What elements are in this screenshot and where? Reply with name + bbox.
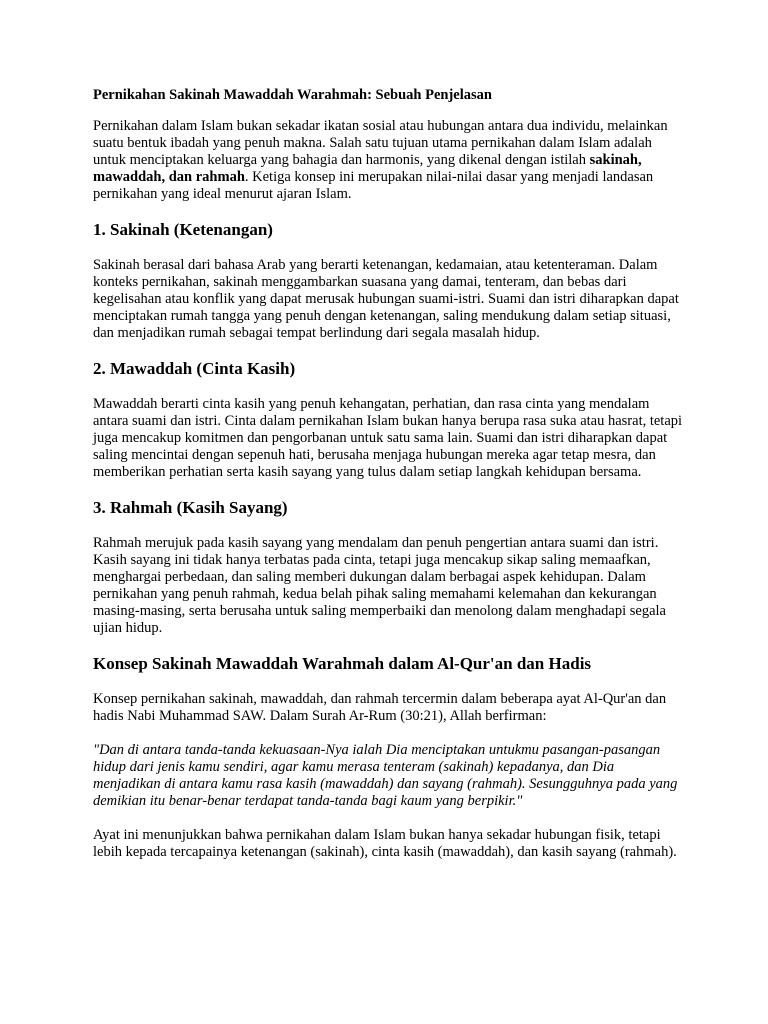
- section-heading-mawaddah: 2. Mawaddah (Cinta Kasih): [93, 359, 296, 378]
- intro-text-after: . Ketiga konsep ini merupakan nilai-nilai dasar yang menjadi landasan pernikahan yang ideal menurut ajaran Islam.: [93, 169, 654, 202]
- intro-paragraph: [93, 118, 683, 203]
- intro-bold-terms: sakinah, mawaddah, dan rahmah: [93, 152, 642, 185]
- section-body-mawaddah: Mawaddah berarti cinta kasih yang penuh kehangatan, perhatian, dan rasa cinta yang mendalam antara suami dan istri. Cinta dalam pernikahan Islam bukan hanya berupa rasa suka atau hasrat, tetapi juga mencakup komitmen dan pengorbanan untuk satu sama lain. Suami dan istri diharapkan dapat saling mencintai dengan sepenuh hati, berusaha menjaga hubungan mereka agar tetap mesra, dan memberikan perhatian serta kasih sayang yang tulus dalam setiap langkah kehidupan bersama.: [93, 396, 683, 480]
- conclusion-paragraph: Ayat ini menunjukkan bahwa pernikahan dalam Islam bukan hanya sekadar hubungan fisik, tetapi lebih kepada tercapainya ketenangan (sakinah), cinta kasih (mawaddah), dan kasih sayang (rahmah).: [93, 827, 677, 860]
- quran-quote: "Dan di antara tanda-tanda kekuasaan-Nya ialah Dia menciptakan untukmu pasangan-pasangan hidup dari jenis kamu sendiri, agar kamu merasa tenteram (sakinah) kepadanya, dan Dia menjadikan di antara kamu rasa kasih (mawaddah) dan sayang (rahmah). Sesungguhnya pada yang demikian itu benar-benar terdapat tanda-tanda bagi kaum yang berpikir.": [93, 742, 678, 809]
- section-heading-quran-hadis: Konsep Sakinah Mawaddah Warahmah dalam Al-Qur'an dan Hadis: [93, 654, 592, 673]
- document-page: [93, 86, 683, 878]
- section-heading-sakinah: 1. Sakinah (Ketenangan): [93, 220, 273, 239]
- intro-text-before: Pernikahan dalam Islam bukan sekadar ikatan sosial atau hubungan antara dua individu, melainkan suatu bentuk ibadah yang penuh makna. Salah satu tujuan utama pernikahan dalam Islam adalah untuk menciptakan keluarga yang bahagia dan harmonis, yang dikenal dengan istilah: [93, 118, 668, 168]
- document-title: Pernikahan Sakinah Mawaddah Warahmah: Sebuah Penjelasan: [93, 87, 492, 103]
- quran-intro-paragraph: Konsep pernikahan sakinah, mawaddah, dan rahmah tercermin dalam beberapa ayat Al-Qur'an dan hadis Nabi Muhammad SAW. Dalam Surah Ar-Rum (30:21), Allah berfirman:: [93, 691, 667, 724]
- section-body-rahmah: Rahmah merujuk pada kasih sayang yang mendalam dan penuh pengertian antara suami dan istri. Kasih sayang ini tidak hanya terbatas pada cinta, tetapi juga mencakup sikap saling memaafkan, menghargai perbedaan, dan saling memberi dukungan dalam berbagai aspek kehidupan. Dalam pernikahan yang penuh rahmah, kedua belah pihak saling memahami kelemahan dan kekurangan masing-masing, serta berusaha untuk saling memperbaiki dan menolong dalam menghadapi segala ujian hidup.: [93, 535, 666, 636]
- section-body-sakinah: Sakinah berasal dari bahasa Arab yang berarti ketenangan, kedamaian, atau ketenteraman. Dalam konteks pernikahan, sakinah menggambarkan suasana yang damai, tenteram, dan bebas dari kegelisahan atau konflik yang dapat merusak hubungan suami-istri. Suami dan istri diharapkan dapat menciptakan rumah tangga yang penuh dengan ketenangan, saling mendukung dalam setiap situasi, dan menjadikan rumah sebagai tempat berlindung dari segala masalah hidup.: [93, 257, 679, 341]
- section-heading-rahmah: 3. Rahmah (Kasih Sayang): [93, 498, 288, 517]
